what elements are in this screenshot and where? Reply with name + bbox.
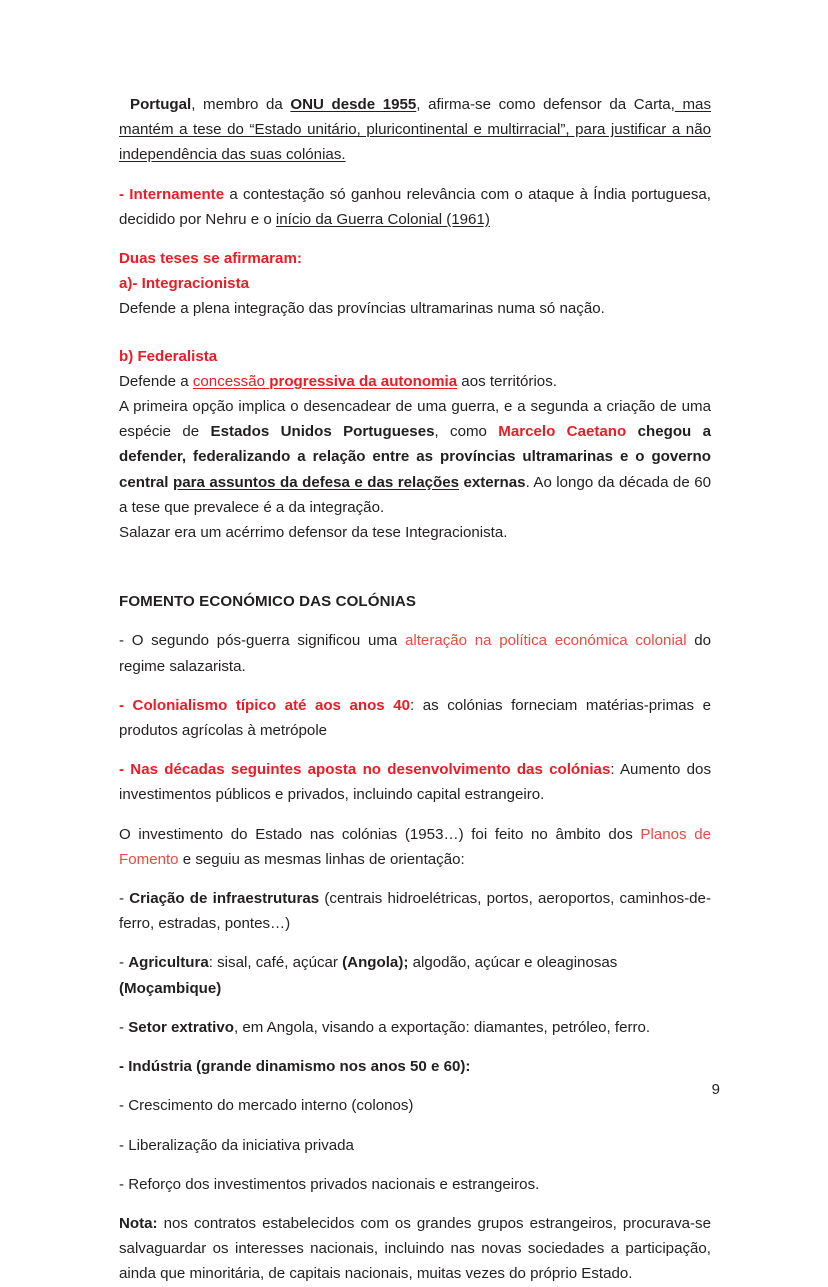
text-estados-unidos-portugueses: Estados Unidos Portugueses [210,423,435,441]
spacer [119,614,711,628]
spacer [119,1158,711,1172]
text-p10-part3: algodão, açúcar e oleaginosas [408,954,618,972]
paragraph-integracionista: Defende a plena integração das províncias ultramarinas numa só nação. [119,300,605,318]
spacer [119,679,711,693]
text-p3-part2: , como [434,423,499,441]
spacer [119,1119,711,1133]
label-internamente: - Internamente [119,185,225,203]
spacer [119,1079,711,1093]
spacer [119,232,711,246]
text-p8-part1: O investimento do Estado nas colónias (1953…) foi feito no âmbito dos [119,825,641,843]
label-agricultura: Agricultura [128,954,209,972]
spacer [119,1197,711,1211]
page-number: 9 [711,1081,720,1098]
text-p3-part3: . Ao longo da década de 60 a tese que prevalece é a da integração. [119,473,711,516]
text-p11-dash: - [119,1018,129,1036]
text-planos-de-fomento: Planos de Fomento [119,825,711,868]
label-setor-extrativo: Setor extrativo [128,1018,234,1036]
text-para-assuntos-defesa: para assuntos da defesa e das relações [172,473,459,491]
paragraph-nota [119,1211,711,1287]
text-pb-part1: Defende a [119,372,193,390]
text-p9-part2: (centrais hidroelétricas, portos, aeroportos, caminhos-de-ferro, estradas, pontes…) [119,890,711,933]
text-p11-part2: , em Angola, visando a exportação: diamantes, petróleo, ferro. [233,1018,651,1036]
heading-a-integracionista [119,271,711,296]
paragraph-crescimento-mercado: - Crescimento do mercado interno (colonos) [119,1097,414,1115]
spacer [119,1001,711,1015]
text-p3-bold2: chegou a defender, federalizando a relação entre as províncias ultramarinas e o governo central [119,423,712,491]
text-alteracao-politica: alteração na política económica colonial [404,632,687,650]
text-p10-part2: : sisal, café, açúcar [208,954,343,972]
text-p16-part1: nos contratos estabelecidos com os grandes grupos estrangeiros, procurava-se salvaguardar os interesses nacionais, incluindo nas novas sociedades a participação, ainda que minoritária, de capitais nacionais, muitas vezes do próprio Estado. [119,1214,711,1283]
text-externas: externas [459,473,526,491]
heading-a-text: a)- Integracionista [119,275,249,293]
paragraph-investimento-estado [119,822,711,872]
label-nota: Nota: [119,1214,158,1232]
text-p2-part1: a contestação só ganhou relevância com o ataque à Índia portuguesa, decidido por Nehru e o [119,185,711,228]
text-progressiva-autonomia: progressiva da autonomia [269,372,458,390]
text-concessao: concessão [192,372,270,390]
text-p7-part1: : Aumento dos investimentos públicos e privados, incluindo capital estrangeiro. [119,761,712,804]
paragraph-segundo-pos-guerra [119,628,711,678]
text-p5-part1: - O segundo pós-guerra significou uma [119,632,405,650]
spacer [119,808,711,822]
paragraph-federalista [119,369,711,394]
label-colonialismo-tipico: - Colonialismo típico até aos anos 40 [119,696,411,714]
paragraph-portugal-onu [119,92,711,168]
paragraph-decadas-seguintes [119,757,711,807]
spacer [119,1040,711,1054]
text-p8-part2: e seguiu as mesmas linhas de orientação: [178,850,465,868]
paragraph-colonialismo-tipico [119,693,711,743]
spacer [119,545,711,589]
label-decadas-seguintes: - Nas décadas seguintes aposta no desenvolvimento das colónias [119,761,611,779]
heading-duas-teses [119,246,711,271]
spacer [119,743,711,757]
heading-fomento-economico [119,589,711,614]
text-portugal-bold: Portugal [130,96,192,113]
text-p9-dash: - [119,890,130,908]
document-body [119,92,711,1287]
spacer [119,872,711,886]
text-pb-part2: aos territórios. [457,372,557,390]
paragraph-internamente [119,182,711,232]
text-p3-part1: A primeira opção implica o desencadear de uma guerra, e a segunda a criação de uma espécie de [119,398,711,441]
label-industria: - Indústria (grande dinamismo nos anos 50 e 60): [119,1058,471,1076]
heading-fomento-text: FOMENTO ECONÓMICO DAS COLÓNIAS [119,593,417,611]
text-p5-part2: do regime salazarista. [119,632,712,675]
paragraph-criacao-infraestruturas [119,886,711,936]
spacer [119,322,711,344]
text-p1-underlined-tail: mas mantém a tese do “Estado unitário, pluricontinental e multirracial”, para justificar a não independência das suas colónias. [119,96,711,164]
text-p1-part1: , membro da [191,96,291,113]
text-inicio-guerra-colonial: início da Guerra Colonial (1961) [275,210,490,228]
heading-b-text: b) Federalista [119,347,218,365]
paragraph-reforco-investimentos: - Reforço dos investimentos privados nacionais e estrangeiros. [119,1175,540,1193]
paragraph-liberalizacao: - Liberalização da iniciativa privada [119,1136,354,1154]
paragraph-industria [119,1054,711,1079]
text-mocambique: (Moçambique) [119,979,222,997]
paragraph-salazar: Salazar era um acérrimo defensor da tese Integracionista. [119,524,508,542]
paragraph-setor-extrativo [119,1015,711,1040]
heading-b-federalista [119,344,711,369]
label-criacao-infraestruturas: Criação de infraestruturas [129,890,320,908]
text-angola: (Angola); [342,954,409,972]
text-p6-part1: : as colónias forneciam matérias-primas e produtos agrícolas à metrópole [119,696,711,740]
text-p1-part2: , afirma-se como defensor da Carta, [416,96,675,113]
spacer [119,936,711,950]
heading-duas-teses-text: Duas teses se afirmaram: [119,250,302,268]
paragraph-primeira-opcao [119,394,711,520]
text-p10-dash: - [119,954,129,972]
text-marcelo-caetano: Marcelo Caetano [498,423,627,441]
spacer [119,168,711,182]
text-onu-desde-1955: ONU desde 1955 [290,96,417,113]
paragraph-agricultura [119,950,711,1000]
